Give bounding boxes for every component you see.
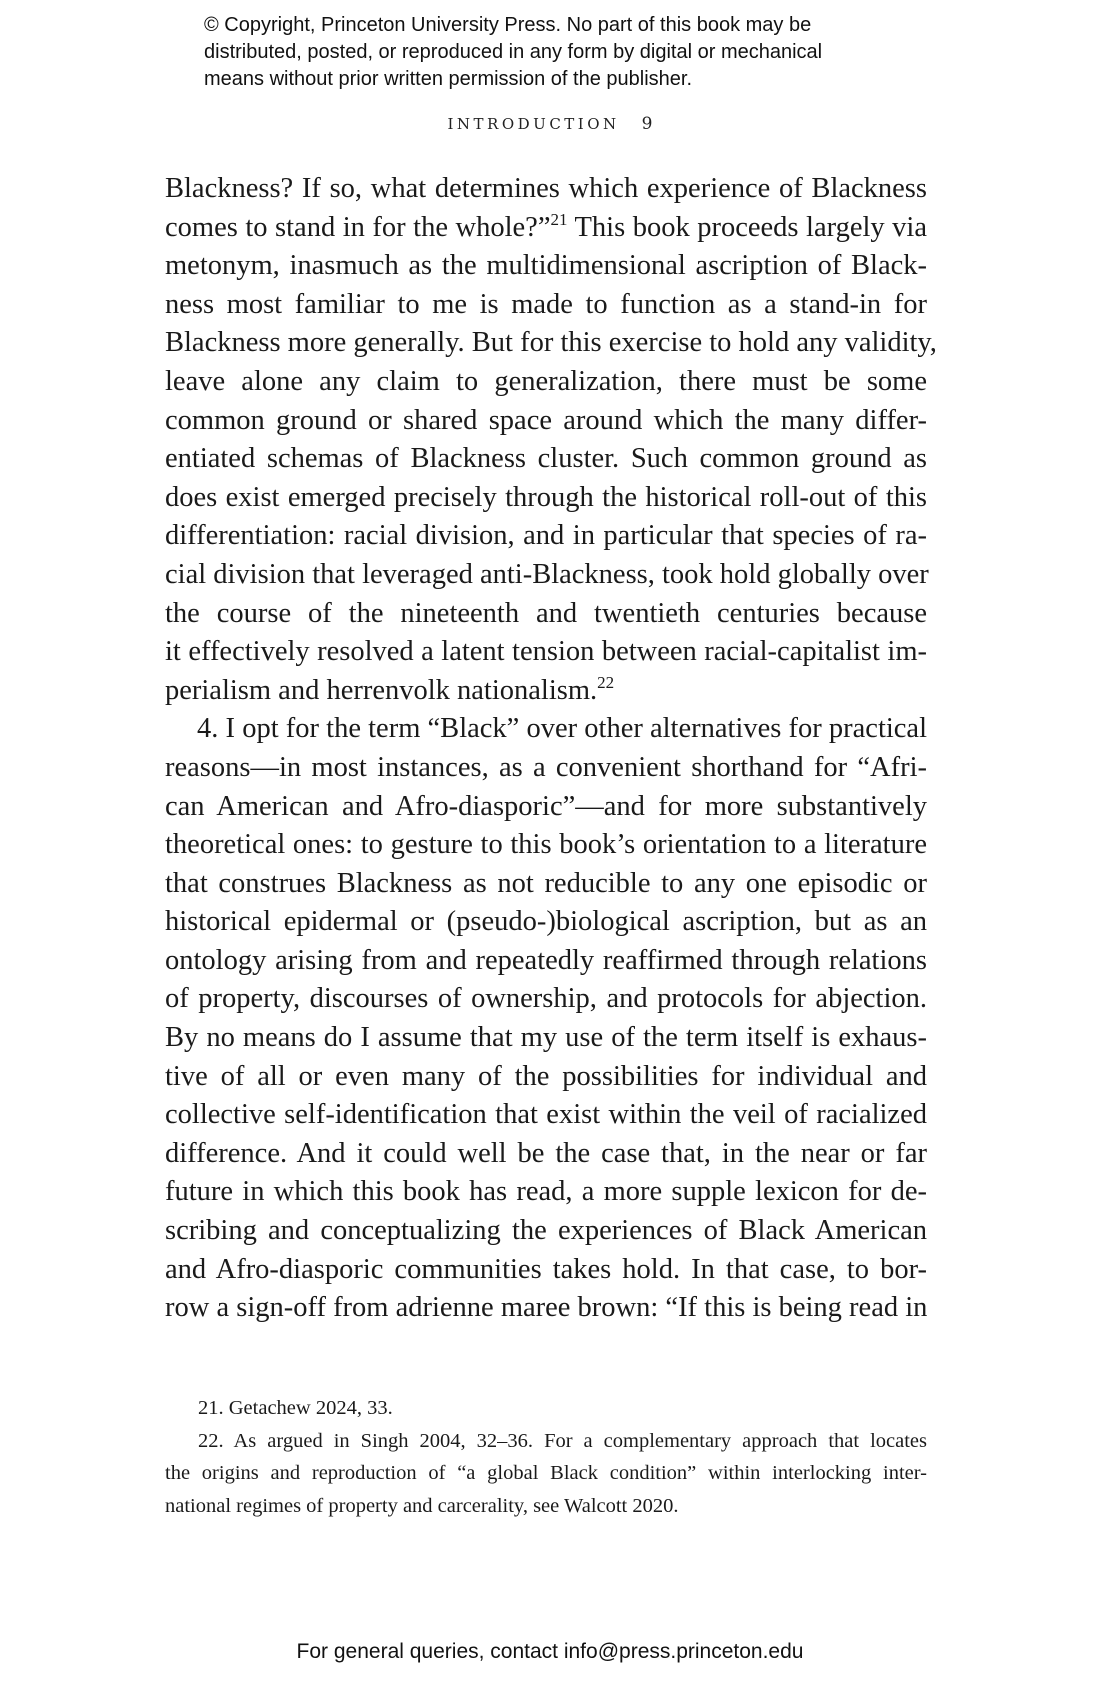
footnote-ref-21[interactable]: 21 [550,209,568,229]
footnote-ref-22[interactable]: 22 [597,672,615,692]
footnotes [165,1392,927,1522]
text-line: leave alone any claim to generalization, there must be some [165,365,927,397]
text-line: the course of the nineteenth and twentieth centuries because [165,597,927,629]
paragraph-note-4 [165,710,927,1328]
text-segment: perialism and herrenvolk nationalism. [165,674,598,706]
text-line: differentiation: racial division, and in particular that species of ra- [165,520,927,552]
text-line: metonym, inasmuch as the multidimensional ascription of Black- [165,250,927,282]
page-number: 9 [641,114,653,134]
copyright-line: distributed, posted, or reproduced in any form by digital or mechanical [204,41,823,63]
text-line: collective self-identification that exist within the veil of racialized [165,1099,927,1131]
running-head [0,114,1100,134]
text-line: theoretical ones: to gesture to this book’s orientation to a literature [165,829,927,861]
text-segment: This book proceeds largely via [567,211,927,243]
text-line: of property, discourses of ownership, and protocols for abjection. [165,983,927,1015]
text-line: cial division that leveraged anti-Blackness, took hold globally over [165,558,929,590]
contact-footer: For general queries, contact info@press.princeton.edu [296,1640,804,1663]
text-line: can American and Afro-diasporic”—and for more substantively [165,790,927,822]
text-line [165,672,927,711]
footnote-22-line: the origins and reproduction of “a global Black condition” within interlocking inter- [165,1462,927,1484]
text-line: scribing and conceptualizing the experiences of Black American [165,1215,927,1247]
text-line: reasons—in most instances, as a convenient shorthand for “Afri- [165,751,927,783]
copyright-notice [204,12,924,93]
text-line: ontology arising from and repeatedly reaffirmed through relations [165,944,927,976]
text-line: ness most familiar to me is made to function as a stand-in for [165,288,927,320]
text-segment: comes to stand in for the whole?” [165,211,551,243]
footnote-22-line: 22. As argued in Singh 2004, 32–36. For a complementary approach that locates [198,1429,927,1452]
text-line: it effectively resolved a latent tension between racial-capitalist im- [165,636,927,668]
text-line: difference. And it could well be the case that, in the near or far [165,1137,927,1169]
text-line: that construes Blackness as not reducible to any one episodic or [165,867,927,899]
copyright-line: means without prior written permission of the publisher. [204,68,693,90]
body-text [165,170,937,1328]
text-line: and Afro-diasporic communities takes hold. In that case, to bor- [165,1253,927,1285]
text-line [165,209,927,248]
text-line: tive of all or even many of the possibilities for individual and [165,1060,927,1092]
footnote-21: 21. Getachew 2024, 33. [198,1397,393,1419]
text-line: Blackness more generally. But for this exercise to hold any validity, [165,327,937,359]
paragraph-continued [165,170,937,710]
copyright-line: © Copyright, Princeton University Press. No part of this book may be [204,14,812,36]
text-line: historical epidermal or (pseudo-)biological ascription, but as an [165,906,927,938]
text-line: entiated schemas of Blackness cluster. Such common ground as [165,443,927,475]
text-line: does exist emerged precisely through the historical roll-out of this [165,481,927,513]
text-line: future in which this book has read, a more supple lexicon for de- [165,1176,927,1208]
text-line: common ground or shared space around which the many differ- [165,404,927,436]
section-title: INTRODUCTION [447,115,620,133]
text-line: 4. I opt for the term “Black” over other alternatives for practical [197,713,927,745]
text-line: row a sign-off from adrienne maree brown: “If this is being read in [165,1292,928,1324]
footnote-22-line: national regimes of property and carcerality, see Walcott 2020. [165,1494,679,1517]
text-line: Blackness? If so, what determines which experience of Blackness [165,173,927,204]
text-line: By no means do I assume that my use of the term itself is exhaus- [165,1022,927,1054]
